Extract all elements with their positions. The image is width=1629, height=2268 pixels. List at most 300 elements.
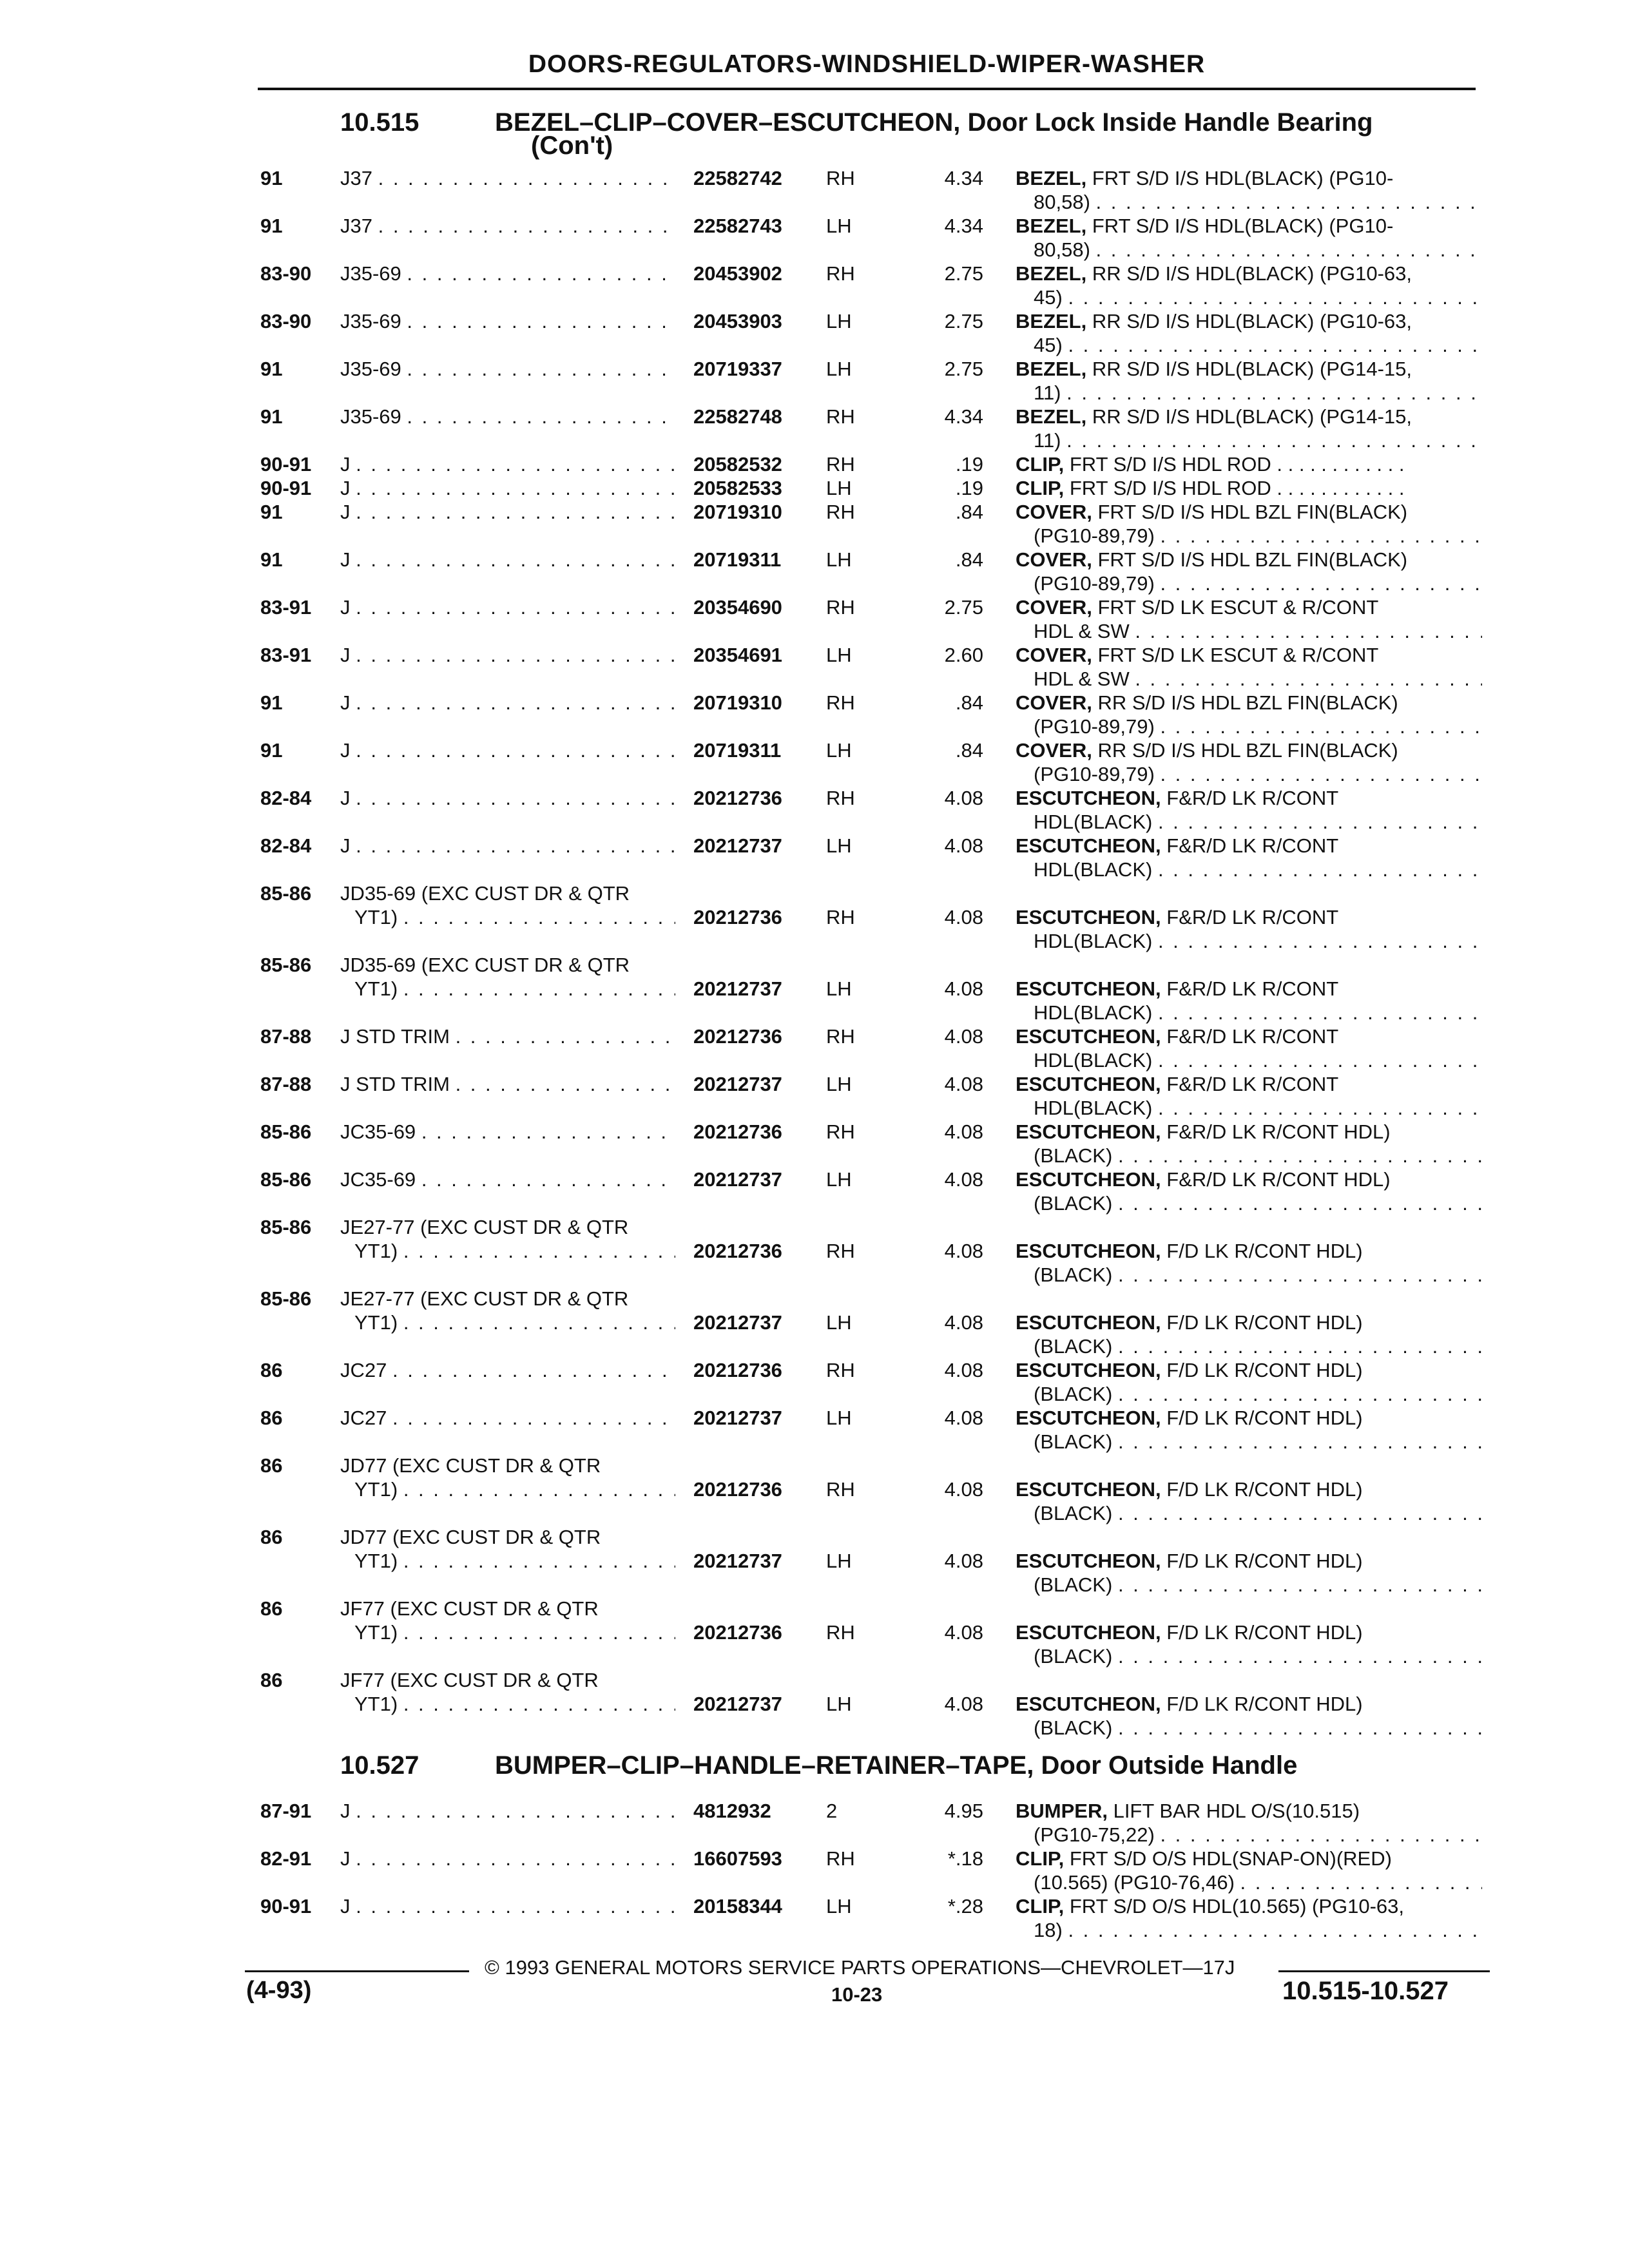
description-lead: ESCUTCHEON, [1016, 1311, 1161, 1334]
description-text: FRT S/D LK ESCUT & R/CONT [1097, 644, 1379, 666]
model-line [340, 476, 675, 500]
description-lead: ESCUTCHEON, [1016, 1359, 1161, 1381]
description-text: F/D LK R/CONT HDL) [1166, 1240, 1363, 1262]
description-lead: CLIP, [1016, 1847, 1065, 1870]
model-line [340, 405, 675, 428]
description-line [1016, 667, 1482, 691]
price: .19 [955, 453, 983, 476]
description-lead: BEZEL, [1016, 358, 1087, 380]
description-line [1016, 1501, 1482, 1525]
model-text: YT1) [354, 1693, 398, 1715]
description-text: (10.565) (PG10-76,46) [1034, 1871, 1235, 1894]
description-text: FRT S/D I/S HDL(BLACK) (PG10- [1092, 215, 1394, 237]
model-years: 90-91 [260, 477, 312, 499]
model-text: YT1) [354, 1240, 398, 1262]
leader-dots [1118, 1383, 1482, 1405]
description-lead: ESCUTCHEON, [1016, 1478, 1161, 1501]
leader-dots [356, 691, 675, 714]
model-line [340, 500, 675, 524]
leader-dots [356, 453, 675, 476]
description-text: F/D LK R/CONT HDL) [1166, 1621, 1363, 1644]
description-lead: CLIP, [1016, 1895, 1065, 1917]
description-text: (BLACK) [1034, 1716, 1113, 1739]
description-lead: ESCUTCHEON, [1016, 1550, 1161, 1572]
model-years: 83-90 [260, 262, 312, 285]
model-years: 91 [260, 358, 283, 380]
model-years: 85-86 [260, 954, 312, 976]
model-line [340, 452, 675, 476]
description [1016, 1549, 1482, 1597]
description-text: (PG10-75,22) [1034, 1823, 1155, 1846]
model-code [340, 1894, 675, 1918]
model-line [340, 691, 675, 715]
model-line [340, 166, 675, 190]
model-line [340, 357, 675, 381]
model-line [340, 1692, 675, 1716]
description-line [1016, 643, 1482, 667]
model-code [340, 476, 675, 500]
part-number: 20212736 [693, 787, 782, 809]
description-line [1016, 1644, 1482, 1668]
side-code: LH [826, 977, 852, 1000]
model-years: 86 [260, 1669, 283, 1691]
model-text: J35-69 [340, 405, 401, 428]
part-number: 20582533 [693, 477, 782, 499]
part-number: 20212736 [693, 1240, 782, 1262]
description-text: HDL(BLACK) [1034, 811, 1153, 833]
leader-dots [403, 1311, 675, 1334]
leader-dots [1240, 1871, 1482, 1894]
part-number: 20453903 [693, 310, 782, 332]
part-number: 20212737 [693, 1550, 782, 1572]
leader-dots [1158, 858, 1482, 881]
description-text: 11) [1034, 381, 1061, 404]
description-line [1016, 381, 1482, 405]
leader-dots [356, 1847, 675, 1870]
leader-dots [1158, 1001, 1482, 1024]
price: 4.34 [944, 215, 983, 237]
model-text: JD77 (EXC CUST DR & QTR [340, 1454, 601, 1477]
price: 4.95 [944, 1800, 983, 1822]
leader-dots [1118, 1144, 1482, 1167]
model-years: 91 [260, 548, 283, 571]
description-line [1016, 1477, 1482, 1501]
model-text: J STD TRIM [340, 1073, 450, 1095]
model-code [340, 1454, 675, 1501]
description-text: (BLACK) [1034, 1645, 1113, 1667]
side-code: RH [826, 1478, 855, 1501]
model-years: 90-91 [260, 453, 312, 476]
description-lead: ESCUTCHEON, [1016, 1621, 1161, 1644]
description-line [1016, 285, 1482, 309]
leader-dots [456, 1073, 675, 1095]
model-code [340, 1215, 675, 1263]
price: 4.08 [944, 1073, 983, 1095]
model-text: J [340, 739, 351, 762]
description-lead: BEZEL, [1016, 310, 1087, 332]
leader-dots [1160, 763, 1482, 785]
description-text: (PG10-89,79) [1034, 763, 1155, 785]
model-line [340, 905, 675, 929]
leader-dots [1160, 1823, 1482, 1846]
model-code [340, 1406, 675, 1430]
model-code [340, 595, 675, 619]
model-line [340, 1549, 675, 1573]
description-lead: ESCUTCHEON, [1016, 1025, 1161, 1048]
model-text: JF77 (EXC CUST DR & QTR [340, 1597, 599, 1620]
description [1016, 476, 1482, 500]
leader-dots [421, 1120, 675, 1143]
description-text: F/D LK R/CONT HDL) [1166, 1359, 1363, 1381]
model-code [340, 1799, 675, 1823]
model-line [340, 738, 675, 762]
description-text: FRT S/D O/S HDL(SNAP-ON)(RED) [1069, 1847, 1392, 1870]
part-number: 20719310 [693, 501, 782, 523]
model-line [340, 643, 675, 667]
part-number: 16607593 [693, 1847, 782, 1870]
side-code: LH [826, 1895, 852, 1917]
description [1016, 905, 1482, 953]
leader-dots [1160, 715, 1482, 738]
side-code: RH [826, 501, 855, 523]
description-lead: ESCUTCHEON, [1016, 906, 1161, 928]
price: 4.08 [944, 1550, 983, 1572]
model-text: JC35-69 [340, 1168, 416, 1191]
model-code [340, 881, 675, 929]
model-years: 87-91 [260, 1800, 312, 1822]
price: *.28 [947, 1895, 983, 1917]
price: 2.75 [944, 262, 983, 285]
description [1016, 1477, 1482, 1525]
description [1016, 357, 1482, 405]
model-line [340, 1311, 675, 1334]
description-text: F&R/D LK R/CONT HDL) [1166, 1120, 1391, 1143]
description-text: FRT S/D I/S HDL BZL FIN(BLACK) [1097, 548, 1408, 571]
part-number: 20719310 [693, 691, 782, 714]
description-text: F&R/D LK R/CONT [1166, 977, 1339, 1000]
description-line [1016, 1823, 1482, 1847]
model-line [340, 309, 675, 333]
model-years: 91 [260, 405, 283, 428]
part-number: 20212736 [693, 1359, 782, 1381]
description-text: 11) [1034, 429, 1061, 452]
model-code [340, 643, 675, 667]
leader-dots [1135, 668, 1482, 690]
description-text: (BLACK) [1034, 1144, 1113, 1167]
description-line [1016, 524, 1482, 548]
model-line [340, 1287, 675, 1311]
model-code [340, 1072, 675, 1096]
description-lead: COVER, [1016, 691, 1092, 714]
description-line [1016, 1716, 1482, 1740]
description-text: RR S/D I/S HDL(BLACK) (PG14-15, [1092, 358, 1412, 380]
description [1016, 738, 1482, 786]
price: 4.08 [944, 1025, 983, 1048]
side-code: RH [826, 1240, 855, 1262]
model-text: J [340, 453, 351, 476]
part-number: 20453902 [693, 262, 782, 285]
footer-rule-left [245, 1970, 469, 1972]
model-text: J [340, 691, 351, 714]
price: 4.08 [944, 1240, 983, 1262]
section-title-text: BUMPER–CLIP–HANDLE–RETAINER–TAPE, [495, 1751, 1034, 1780]
footer-copyright: © 1993 GENERAL MOTORS SERVICE PARTS OPERATIONS—CHEVROLET—17J [485, 1956, 1235, 1979]
description-line [1016, 166, 1482, 190]
model-code [340, 309, 675, 333]
description-line [1016, 262, 1482, 285]
description-line [1016, 977, 1482, 1001]
leader-dots [403, 977, 675, 1000]
price: 4.34 [944, 405, 983, 428]
description-line [1016, 1072, 1482, 1096]
description [1016, 1847, 1482, 1894]
model-years: 86 [260, 1359, 283, 1381]
model-code [340, 1358, 675, 1382]
description-line [1016, 1382, 1482, 1406]
description-line [1016, 428, 1482, 452]
description-line [1016, 1358, 1482, 1382]
part-number: 20212736 [693, 1621, 782, 1644]
price: 4.08 [944, 787, 983, 809]
model-text: J35-69 [340, 262, 401, 285]
description-line [1016, 405, 1482, 428]
model-line [340, 1406, 675, 1430]
description-text: FRT S/D I/S HDL BZL FIN(BLACK) [1097, 501, 1408, 523]
model-text: JC35-69 [340, 1120, 416, 1143]
description-line [1016, 333, 1482, 357]
description [1016, 1072, 1482, 1120]
part-number: 22582743 [693, 215, 782, 237]
description-text: FRT S/D LK ESCUT & R/CONT [1097, 596, 1379, 619]
model-years: 91 [260, 167, 283, 189]
model-line [340, 1120, 675, 1144]
description-text: RR S/D I/S HDL BZL FIN(BLACK) [1097, 691, 1398, 714]
description-lead: ESCUTCHEON, [1016, 977, 1161, 1000]
description [1016, 1311, 1482, 1358]
price: 2.75 [944, 310, 983, 332]
description-text: HDL(BLACK) [1034, 1097, 1153, 1119]
model-text: J [340, 834, 351, 857]
description-text: RR S/D I/S HDL(BLACK) (PG14-15, [1092, 405, 1412, 428]
leader-dots [1118, 1335, 1482, 1358]
description [1016, 548, 1482, 595]
model-text: JF77 (EXC CUST DR & QTR [340, 1669, 599, 1691]
model-code [340, 738, 675, 762]
side-code: RH [826, 596, 855, 619]
side-code: RH [826, 167, 855, 189]
model-years: 82-84 [260, 787, 312, 809]
price: 4.34 [944, 167, 983, 189]
model-line [340, 881, 675, 905]
description-text: HDL(BLACK) [1034, 858, 1153, 881]
leader-dots [356, 477, 675, 499]
leader-dots [1066, 429, 1482, 452]
description-text: F/D LK R/CONT HDL) [1166, 1478, 1363, 1501]
description-line [1016, 1263, 1482, 1287]
leader-dots [403, 906, 675, 928]
description-lead: ESCUTCHEON, [1016, 1073, 1161, 1095]
description-text: F&R/D LK R/CONT HDL) [1166, 1168, 1391, 1191]
side-code: RH [826, 1847, 855, 1870]
model-years: 85-86 [260, 1168, 312, 1191]
model-line [340, 1799, 675, 1823]
leader-dots [378, 167, 675, 189]
model-code [340, 357, 675, 381]
model-line [340, 834, 675, 858]
model-years: 86 [260, 1454, 283, 1477]
model-years: 83-91 [260, 644, 312, 666]
side-code: LH [826, 1073, 852, 1095]
leader-dots [1158, 930, 1482, 952]
side-code: RH [826, 906, 855, 928]
leader-dots [421, 1168, 675, 1191]
model-code [340, 1120, 675, 1144]
model-line [340, 262, 675, 285]
model-years: 86 [260, 1597, 283, 1620]
model-code [340, 452, 675, 476]
description-lead: ESCUTCHEON, [1016, 787, 1161, 809]
model-text: YT1) [354, 906, 398, 928]
part-number: 20212737 [693, 1693, 782, 1715]
model-text: J [340, 644, 351, 666]
description-lead: CLIP, [1016, 477, 1065, 499]
description-lead: BUMPER, [1016, 1800, 1108, 1822]
model-years: 87-88 [260, 1073, 312, 1095]
model-line [340, 1239, 675, 1263]
model-code [340, 166, 675, 190]
model-code [340, 1847, 675, 1870]
side-code: LH [826, 739, 852, 762]
section-number: 10.515 [340, 108, 419, 137]
side-code: LH [826, 310, 852, 332]
description-lead: COVER, [1016, 548, 1092, 571]
description-line [1016, 1144, 1482, 1168]
leader-dots [1118, 1264, 1482, 1286]
leader-dots [1096, 191, 1482, 213]
model-years: 87-88 [260, 1025, 312, 1048]
model-code [340, 691, 675, 715]
part-number: 22582742 [693, 167, 782, 189]
description-line [1016, 1001, 1482, 1024]
model-text: J [340, 787, 351, 809]
description-text: RR S/D I/S HDL(BLACK) (PG10-63, [1092, 310, 1412, 332]
price: .84 [955, 501, 983, 523]
description-line [1016, 1847, 1482, 1870]
description-text: FRT S/D I/S HDL(BLACK) (PG10- [1092, 167, 1394, 189]
model-line [340, 1847, 675, 1870]
model-line [340, 1668, 675, 1692]
description [1016, 1894, 1482, 1942]
description [1016, 1358, 1482, 1406]
model-line [340, 786, 675, 810]
description-text: RR S/D I/S HDL(BLACK) (PG10-63, [1092, 262, 1412, 285]
description [1016, 1799, 1482, 1847]
part-number: 20212737 [693, 1407, 782, 1429]
side-code: LH [826, 834, 852, 857]
description-line [1016, 1239, 1482, 1263]
description [1016, 262, 1482, 309]
description [1016, 1620, 1482, 1668]
description-text: HDL(BLACK) [1034, 930, 1153, 952]
leader-dots [403, 1478, 675, 1501]
part-number: 20212736 [693, 1478, 782, 1501]
description-line [1016, 619, 1482, 643]
description-text: 45) [1034, 334, 1063, 356]
price: 4.08 [944, 834, 983, 857]
model-text: J37 [340, 167, 372, 189]
side-code: LH [826, 1311, 852, 1334]
model-years: 85-86 [260, 1216, 312, 1238]
description-line [1016, 929, 1482, 953]
description [1016, 166, 1482, 214]
description-text: F&R/D LK R/CONT [1166, 1025, 1339, 1048]
model-line [340, 1215, 675, 1239]
description-line [1016, 214, 1482, 238]
description-line [1016, 834, 1482, 858]
price: 2.60 [944, 644, 983, 666]
description-text: F/D LK R/CONT HDL) [1166, 1407, 1363, 1429]
model-line [340, 1024, 675, 1048]
price: .84 [955, 548, 983, 571]
section-subtitle: Door Outside Handle [1041, 1751, 1298, 1780]
description-lead: COVER, [1016, 739, 1092, 762]
leader-dots [356, 548, 675, 571]
description [1016, 643, 1482, 691]
side-code: RH [826, 453, 855, 476]
description-line [1016, 1048, 1482, 1072]
description-lead: CLIP, [1016, 453, 1065, 476]
description-line [1016, 1549, 1482, 1573]
part-number: 20354690 [693, 596, 782, 619]
part-number: 20719337 [693, 358, 782, 380]
description [1016, 786, 1482, 834]
description-text: HDL & SW [1034, 620, 1130, 642]
part-number: 22582748 [693, 405, 782, 428]
leader-dots [356, 787, 675, 809]
section-continued: (Con't) [531, 131, 613, 160]
description-line [1016, 858, 1482, 881]
description-line [1016, 1799, 1482, 1823]
model-text: J35-69 [340, 358, 401, 380]
part-number: 20212737 [693, 1311, 782, 1334]
model-line [340, 1894, 675, 1918]
description-line [1016, 1620, 1482, 1644]
description-line [1016, 1096, 1482, 1120]
model-years: 91 [260, 739, 283, 762]
model-text: J [340, 1800, 351, 1822]
model-years: 86 [260, 1407, 283, 1429]
model-code [340, 500, 675, 524]
description-lead: ESCUTCHEON, [1016, 1693, 1161, 1715]
description-line [1016, 190, 1482, 214]
part-number: 20212736 [693, 1025, 782, 1048]
leader-dots [407, 405, 675, 428]
description-line [1016, 1406, 1482, 1430]
model-text: JD77 (EXC CUST DR & QTR [340, 1526, 601, 1548]
side-code: LH [826, 358, 852, 380]
description [1016, 1406, 1482, 1454]
model-years: 91 [260, 691, 283, 714]
side-code: LH [826, 548, 852, 571]
model-code [340, 262, 675, 285]
part-number: 20212737 [693, 977, 782, 1000]
leader-dots [1066, 381, 1482, 404]
model-years: 86 [260, 1526, 283, 1548]
price: .84 [955, 691, 983, 714]
model-years: 83-90 [260, 310, 312, 332]
description-line [1016, 238, 1482, 262]
model-text: J [340, 596, 351, 619]
